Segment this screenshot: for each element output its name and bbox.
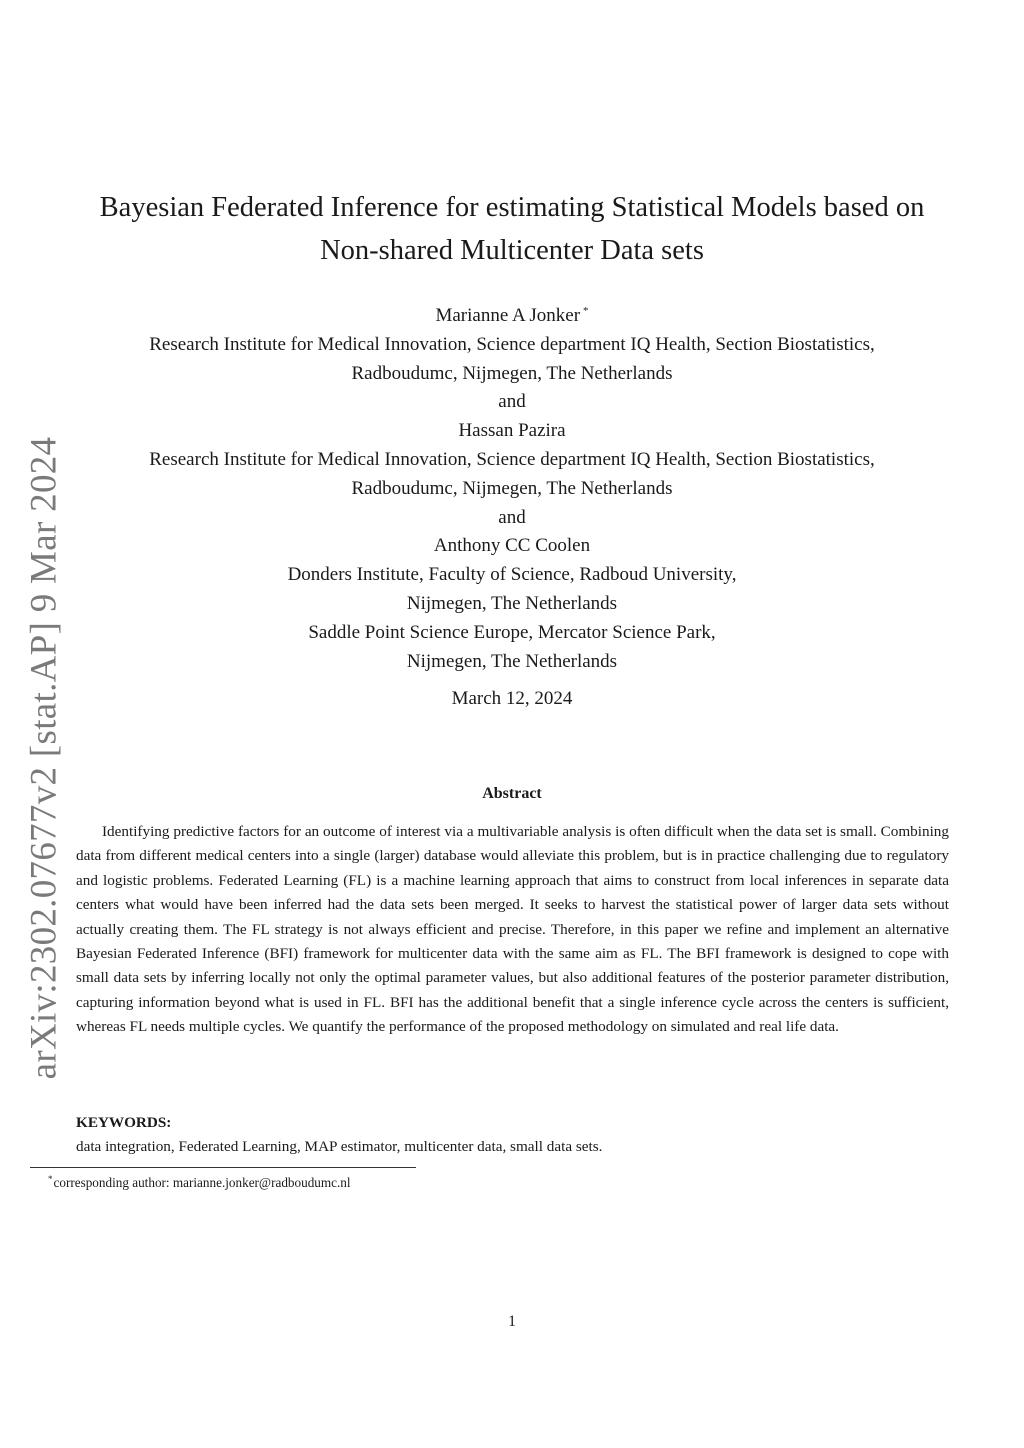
paper-title [60,186,964,272]
abstract-text: Identifying predictive factors for an outcome of interest via a multivariable analysis is often difficult when the data set is small. Combining data from different medical centers into a single (larger) database would alleviate this problem, but is in practice challenging due to regulatory and logistic problems. Federated Learning (FL) is a machine learning approach that aims to construct from local inferences in separate data centers what would have been inferred had the data sets been merged. It seeks to harvest the statistical power of larger data sets without actually creating them. The FL strategy is not always efficient and precise. Therefore, in this paper we refine and implement an alternative Bayesian Federated Inference (BFI) framework for multicenter data with the same aim as FL. The BFI framework is designed to cope with small data sets by inferring locally not only the optimal parameter values, but also additional features of the posterior parameter distribution, capturing information beyond what is used in FL. BFI has the additional benefit that a single inference cycle across the centers is sufficient, whereas FL needs multiple cycles. We quantify the performance of the proposed methodology on simulated and real life data. [76,823,949,1036]
author-1-affiliation-line-2: Radboudumc, Nijmegen, The Netherlands [351,362,673,384]
keywords-heading: KEYWORDS: [76,1114,172,1131]
author-separator-2: and [498,506,526,528]
footnote-divider [30,1167,416,1168]
keywords-text: data integration, Federated Learning, MAP estimator, multicenter data, small data sets. [76,1138,603,1155]
author-1 [60,297,964,331]
publication-date: March 12, 2024 [451,688,573,709]
title-line-1: Bayesian Federated Inference for estimating Statistical Models based on [99,192,925,223]
author-3-affiliation-1-line-2: Nijmegen, The Netherlands [406,592,618,614]
page-number: 1 [508,1313,516,1330]
title-line-2: Non-shared Multicenter Data sets [320,235,704,266]
author-2-affiliation-line-2: Radboudumc, Nijmegen, The Netherlands [351,477,673,499]
author-1-name: Marianne A Jonker [435,305,581,326]
author-1-affiliation-line-1: Research Institute for Medical Innovation, Science department IQ Health, Section Biostatistics, [149,333,875,355]
footnote-text: corresponding author: marianne.jonker@radboudumc.nl [53,1175,351,1190]
abstract-heading: Abstract [482,785,542,802]
author-3-affiliation-2-line-2: Nijmegen, The Netherlands [406,650,618,672]
author-separator-1: and [498,391,526,413]
author-2-name: Hassan Pazira [458,420,566,442]
author-3-name: Anthony CC Coolen [433,535,591,557]
footnote-mark: * [48,1174,53,1184]
author-2-affiliation-line-1: Research Institute for Medical Innovation, Science department IQ Health, Section Biostatistics, [149,448,875,470]
author-3-affiliation-1-line-1: Donders Institute, Faculty of Science, Radboud University, [287,564,737,586]
footnote [48,1174,351,1191]
corresponding-author-mark: * [583,305,589,317]
arxiv-side-stamp: arXiv:2302.07677v2 [stat.AP] 9 Mar 2024 [23,436,65,1080]
author-3-affiliation-2-line-1: Saddle Point Science Europe, Mercator Science Park, [308,621,716,643]
author-block [60,297,964,676]
